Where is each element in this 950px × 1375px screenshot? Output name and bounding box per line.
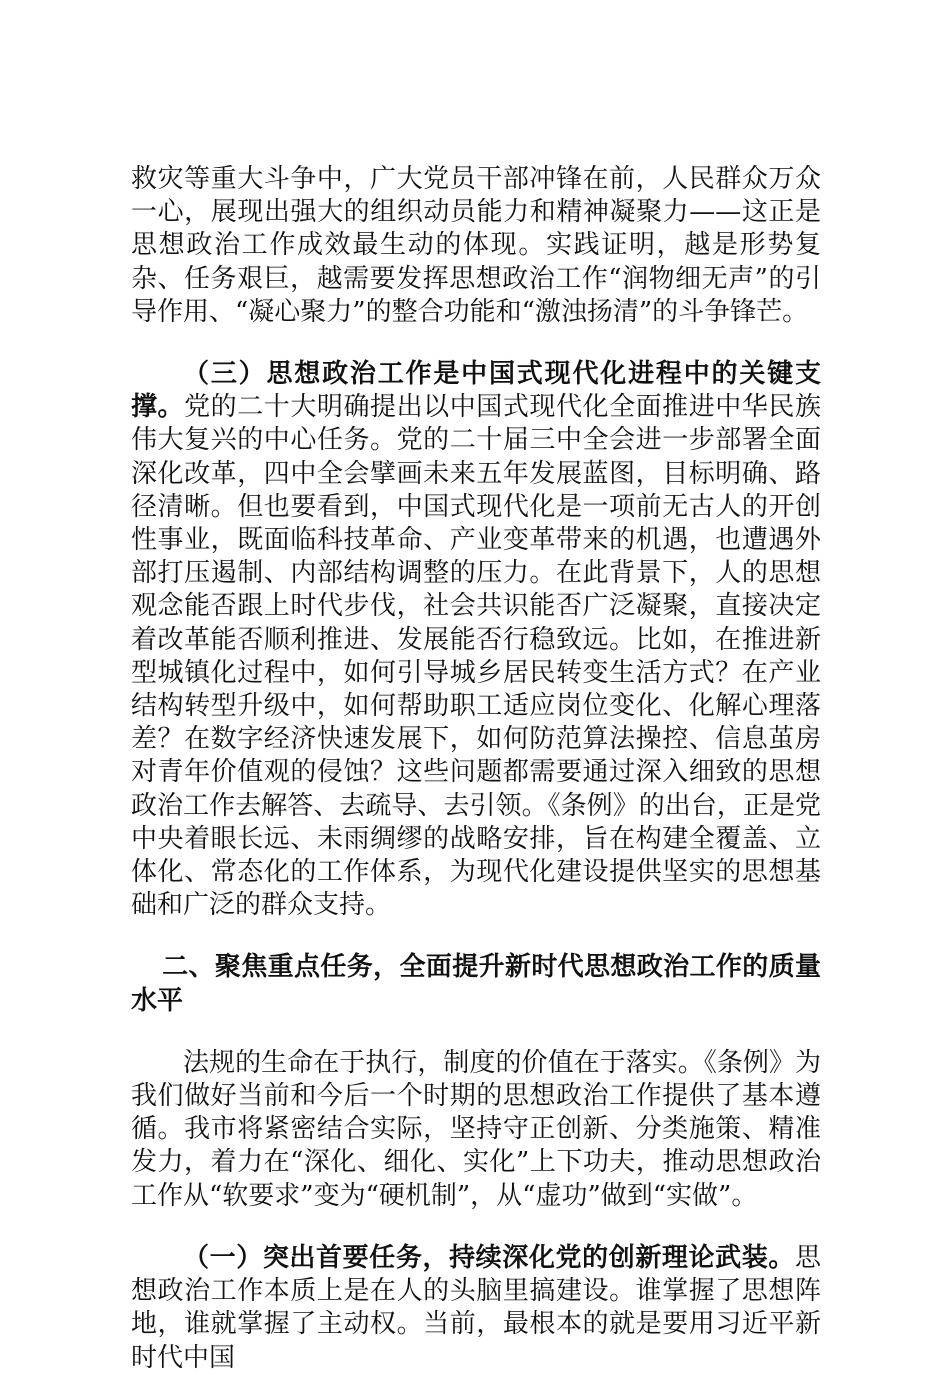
paragraph-text: 思想政治工作本质上是在人的头脑里搞建设。谁掌握了思想阵地，谁就掌握了主动权。当前，最根本的就是要用习近平新时代中国 [131,1242,821,1373]
paragraph-section-three [131,358,821,922]
document-body [131,163,821,1375]
paragraph-section-one [131,1242,821,1375]
chapter-heading-two: 二、聚焦重点任务，全面提升新时代思想政治工作的质量水平 [131,952,821,1016]
paragraph-implementation [131,1047,821,1213]
section-heading-one: （一）突出首要任务，持续深化党的创新理论武装。 [183,1242,795,1273]
paragraph-text: 法规的生命在于执行，制度的价值在于落实。《条例》为我们做好当前和今后一个时期的思想政治工作提供了基本遵循。我市将紧密结合实际，坚持守正创新、分类施策、精准发力，着力在“深化、细化、实化”上下功夫，推动思想政治工作从“软要求”变为“硬机制”，从“虚功”做到“实做”。 [131,1047,821,1211]
section-heading-three: （三）思想政治工作是中国式现代化进程中的关键支撑。 [131,359,821,423]
paragraph-text: 救灾等重大斗争中，广大党员干部冲锋在前，人民群众万众一心，展现出强大的组织动员能力和精神凝聚力——这正是思想政治工作成效最生动的体现。实践证明，越是形势复杂、任务艰巨，越需要发挥思想政治工作“润物细无声”的引导作用、“凝心聚力”的整合功能和“激浊扬清”的斗争锋芒。 [131,164,821,327]
paragraph-text: 党的二十大明确提出以中国式现代化全面推进中华民族伟大复兴的中心任务。党的二十届三中全会进一步部署全面深化改革，四中全会擘画未来五年发展蓝图，目标明确、路径清晰。但也要看到，中国式现代化是一项前无古人的开创性事业，既面临科技革命、产业变革带来的机遇，也遭遇外部打压遏制、内部结构调整的压力。在此背景下，人的思想观念能否跟上时代步伐，社会共识能否广泛凝聚，直接决定着改革能否顺利推进、发展能否行稳致远。比如，在推进新型城镇化过程中，如何引导城乡居民转变生活方式？在产业结构转型升级中，如何帮助职工适应岗位变化、化解心理落差？在数字经济快速发展下，如何防范算法操控、信息茧房对青年价值观的侵蚀？这些问题都需要通过深入细致的思想政治工作去解答、去疏导、去引领。《条例》的出台，正是党中央着眼长远、未雨绸缪的战略安排，旨在构建全覆盖、立体化、常态化的工作体系，为现代化建设提供坚实的思想基础和广泛的群众支持。 [131,392,821,921]
paragraph-disaster-relief [131,163,821,329]
